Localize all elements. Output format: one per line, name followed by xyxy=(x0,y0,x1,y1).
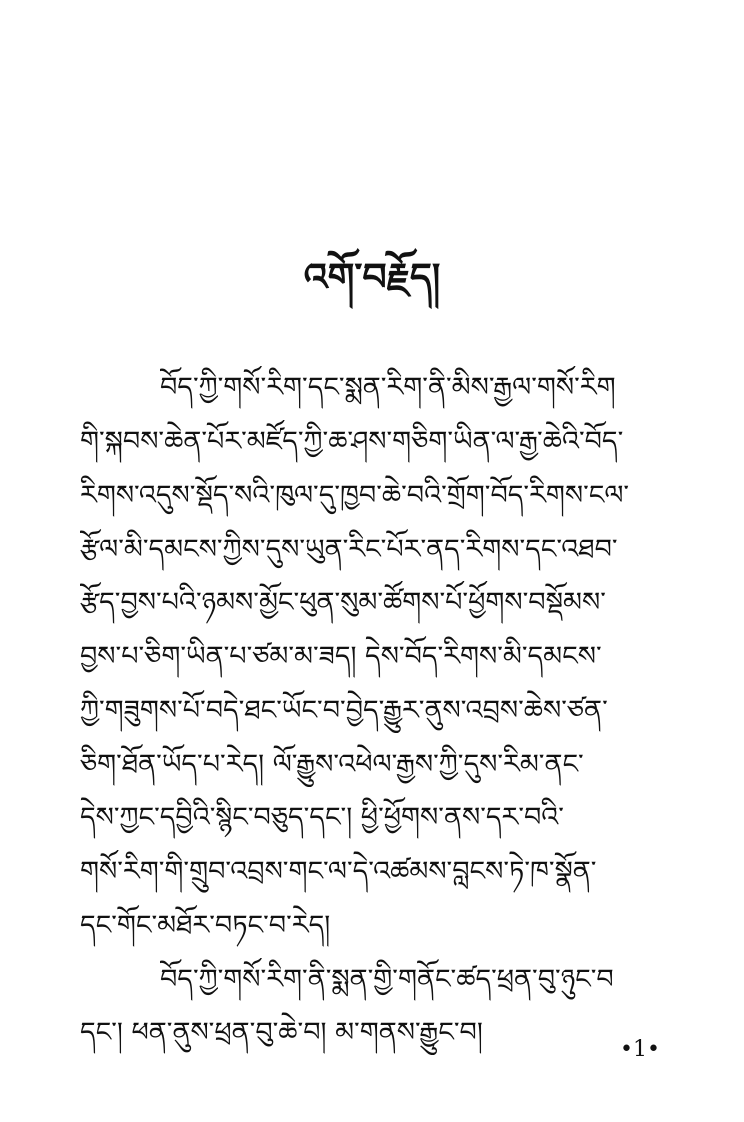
text-line: བོད་ཀྱི་གསོ་རིག་ནི་སྨན་གྱི་གནོང་ཚད་ཕྲན་བུ་ཉུང་བ xyxy=(160,964,614,995)
text-line: གསོ་རིག་གི་གྲུབ་འབྲས་གང་ལ་དེ་འཚམས་བླངས་ཏེ་ཁ་སྣོན་ xyxy=(80,856,597,887)
text-line: བྱས་པ་ཅིག་ཡིན་པ་ཙམ་མ་ཟད། དེས་བོད་རིགས་མི་དམངས་ xyxy=(80,641,602,672)
text-line: དང་། ཕན་ནུས་ཕྲན་བུ་ཆེ་བ། མ་གནས་རྒྱུང་བ། xyxy=(80,1017,483,1048)
page-number: •1• xyxy=(620,1037,660,1062)
text-line: ཀྱི་གཟུགས་པོ་བདེ་ཐང་ཡོང་བ་བྱེད་རྒྱུར་ནུས་འབྲས་ཆེས་ཙན་ xyxy=(80,695,608,726)
text-line: གི་སྐབས་ཆེན་པོར་མཛོད་ཀྱི་ཆ་ཤས་གཅིག་ཡིན་ལ་རྒྱ་ཆེའི་བོད་ xyxy=(80,426,624,457)
text-line: ཅིག་ཐོན་ཡོད་པ་རེད། ལོ་རྒྱུས་འཕེལ་རྒྱས་ཀྱི་དུས་རིམ་ནང་ xyxy=(80,749,584,780)
page-title: འགོ་བརྗོད། xyxy=(303,255,441,299)
text-line: རིགས་འདུས་སྡོད་སའི་ཁུལ་དུ་ཁྱབ་ཆེ་བའི་གྲོག་བོད་རིགས་ངལ་ xyxy=(80,480,630,511)
text-line: རྩོལ་མི་དམངས་ཀྱིས་དུས་ཡུན་རིང་པོར་ནད་རིགས་དང་འཐབ་ xyxy=(80,534,618,565)
text-line: བོད་ཀྱི་གསོ་རིག་དང་སྨན་རིག་ནི་མིས་རྒྱལ་གསོ་རིག xyxy=(160,372,616,403)
text-line: དང་གོང་མཐོར་བཏང་བ་རེད། xyxy=(80,910,331,941)
text-line: རྩོད་བྱས་པའི་ཉམས་མྱོང་ཕུན་སུམ་ཚོགས་པོ་ཕྱོགས་བསྡོམས་ xyxy=(80,587,606,618)
text-line: དེས་ཀྱང་དབྱིའི་སྙིང་བཅུད་དང་། ཕྱི་ཕྱོགས་ནས་དར་བའི་ xyxy=(80,802,564,833)
